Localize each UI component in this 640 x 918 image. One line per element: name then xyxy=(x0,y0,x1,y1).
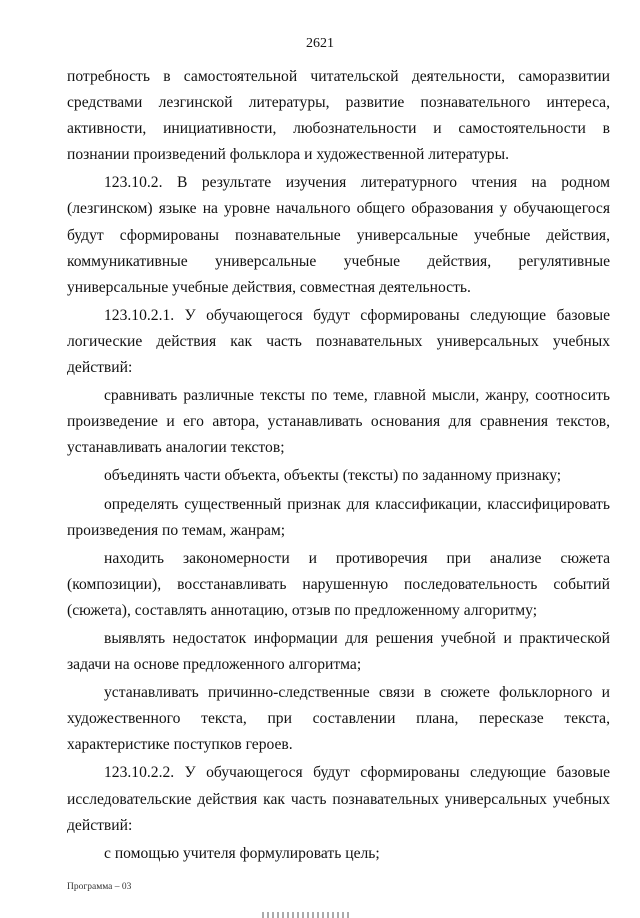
paragraph: 123.10.2.1. У обучающегося будут сформированы следующие базовые логические действия как часть познавательных универсальных учебных действий: xyxy=(67,306,610,377)
paragraph: определять существенный признак для классификации, классифицировать произведения по темам, жанрам; xyxy=(67,495,610,539)
paragraph: с помощью учителя формулировать цель; xyxy=(104,844,380,862)
document-body xyxy=(67,64,610,867)
paragraph: 123.10.2. В результате изучения литературного чтения на родном (лезгинском) языке на уровне начального общего образования у обучающегося будут сформированы познавательные универсальные учебные действия, коммуникативные универсальные учебные действия, регулятивные универсальные учебные действия, совместная деятельность. xyxy=(67,174,610,296)
paragraph: сравнивать различные тексты по теме, главной мысли, жанру, соотносить произведение и его автора, устанавливать основания для сравнения текстов, устанавливать аналогии текстов; xyxy=(67,387,610,457)
footer-label: Программа – 03 xyxy=(67,882,132,892)
paragraph: 123.10.2.2. У обучающегося будут сформированы следующие базовые исследовательские действия как часть познавательных универсальных учебных действий: xyxy=(67,764,610,834)
paragraph: выявлять недостаток информации для решения учебной и практической задачи на основе предложенного алгоритма; xyxy=(67,629,610,674)
page-number: 2621 xyxy=(306,36,334,51)
paragraph: объединять части объекта, объекты (тексты) по заданному признаку; xyxy=(104,467,562,485)
scan-edge-mark xyxy=(262,912,352,918)
paragraph: находить закономерности и противоречия при анализе сюжета (композиции), восстанавливать нарушенную последовательность событий (сюжета), составлять аннотацию, отзыв по предложенному алгоритму; xyxy=(67,549,610,619)
paragraph: потребность в самостоятельной читательской деятельности, саморазвитии средствами лезгинской литературы, развитие познавательного интереса, активности, инициативности, любознательности и самостоятельности в познании произведений фольклора и художественной литературы. xyxy=(67,68,610,164)
paragraph: устанавливать причинно-следственные связи в сюжете фольклорного и художественного текста, при составлении плана, пересказе текста, характеристике поступков героев. xyxy=(67,684,610,754)
